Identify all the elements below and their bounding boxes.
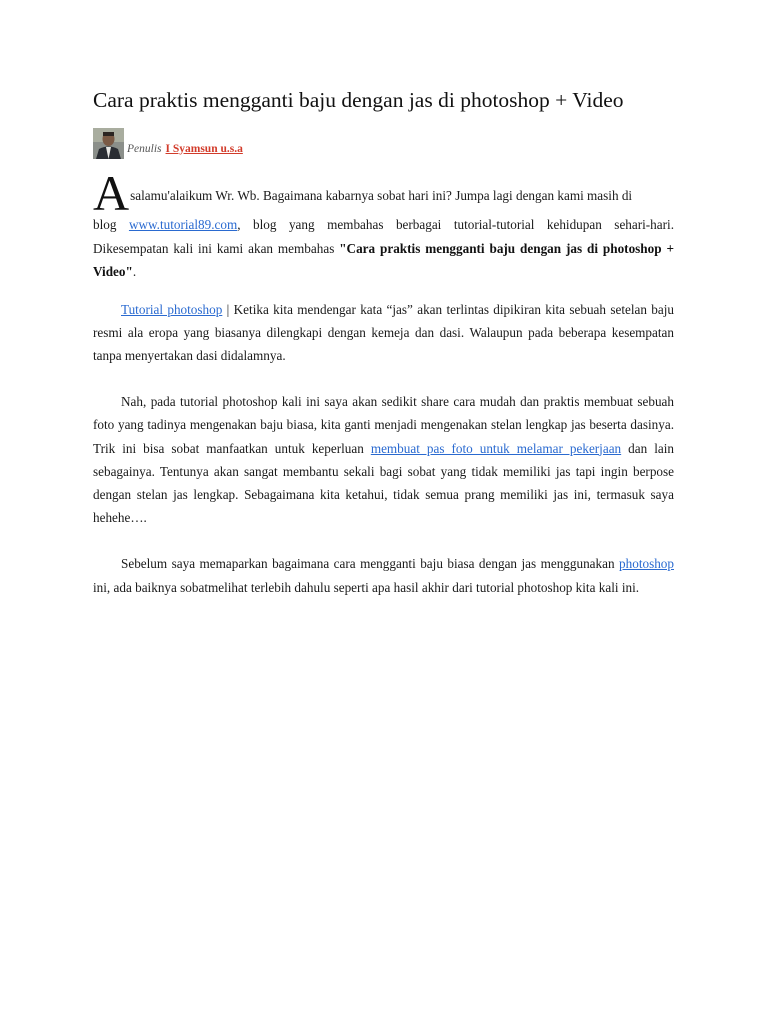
article-title: Cara praktis mengganti baju dengan jas di photoshop + Video (93, 88, 624, 112)
tutorial-photoshop-link[interactable]: Tutorial photoshop (121, 301, 223, 317)
intro-end: . (132, 264, 137, 279)
paragraph-3 (93, 552, 674, 598)
pas-foto-link[interactable]: membuat pas foto untuk melamar pekerjaan (370, 440, 622, 456)
paragraph-2 (93, 390, 674, 529)
author-avatar[interactable] (93, 128, 124, 159)
paragraph-1-text: | Ketika kita mendengar kata “jas” akan terlintas dipikiran kita sebuah setelan baju resmi ala eropa yang biasanya dilengkapi dengan kemeja dan dasi. Walaupun pada beberapa kesempatan tanpa menyertakan dasi didalamnya. (93, 301, 675, 363)
paragraph-3-text-before: Sebelum saya memaparkan bagaimana cara mengganti baju biasa dengan jas menggunakan (121, 556, 620, 572)
paragraph-2-text-after: dan lain sebagainya. Tentunya akan sangat membantu sekali bagi sobat yang tidak memiliki jas tapi ingin berpose dengan stelan jas lengkap. Sebagaimana kita ketahui, tidak semua prang memiliki jas ini, termasuk saya hehehe…. (93, 440, 674, 526)
intro-continuation (93, 213, 674, 284)
paragraph-1 (93, 298, 674, 368)
author-prefix: Penulis (127, 142, 162, 155)
intro-blog-word: blog (93, 217, 129, 232)
photoshop-link[interactable]: photoshop (619, 556, 674, 572)
article (93, 84, 674, 599)
site-link[interactable]: www.tutorial89.com (128, 217, 238, 232)
intro-first-line: salamu'alaikum Wr. Wb. Bagaimana kabarnya sobat hari ini? Jumpa lagi dengan kami masih di (130, 188, 633, 203)
paragraph-2-text-before: Nah, pada tutorial photoshop kali ini saya akan sedikit share cara mudah dan praktis membuat sebuah foto yang tadinya mengenakan baju biasa, kita ganti menjadi mengenakan stelan lengkap jas beserta dasinya. Trik ini bisa sobat manfaatkan untuk keperluan (93, 394, 674, 456)
author-name-link[interactable]: I Syamsun u.s.a (165, 142, 243, 155)
intro-paragraph (93, 165, 674, 284)
paragraph-3-text-after: ini, ada baiknya sobatmelihat terlebih dahulu seperti apa hasil akhir dari tutorial photoshop kita kali ini. (93, 579, 640, 595)
intro-text: , blog yang membahas berbagai tutorial-tutorial kehidupan sehari-hari. Dikesempatan kali ini kami akan membahas (93, 217, 674, 256)
intro-bold-title: "Cara praktis mengganti baju dengan jas di photoshop + Video" (93, 240, 674, 279)
drop-cap: A (93, 165, 130, 221)
author-byline (93, 128, 674, 159)
